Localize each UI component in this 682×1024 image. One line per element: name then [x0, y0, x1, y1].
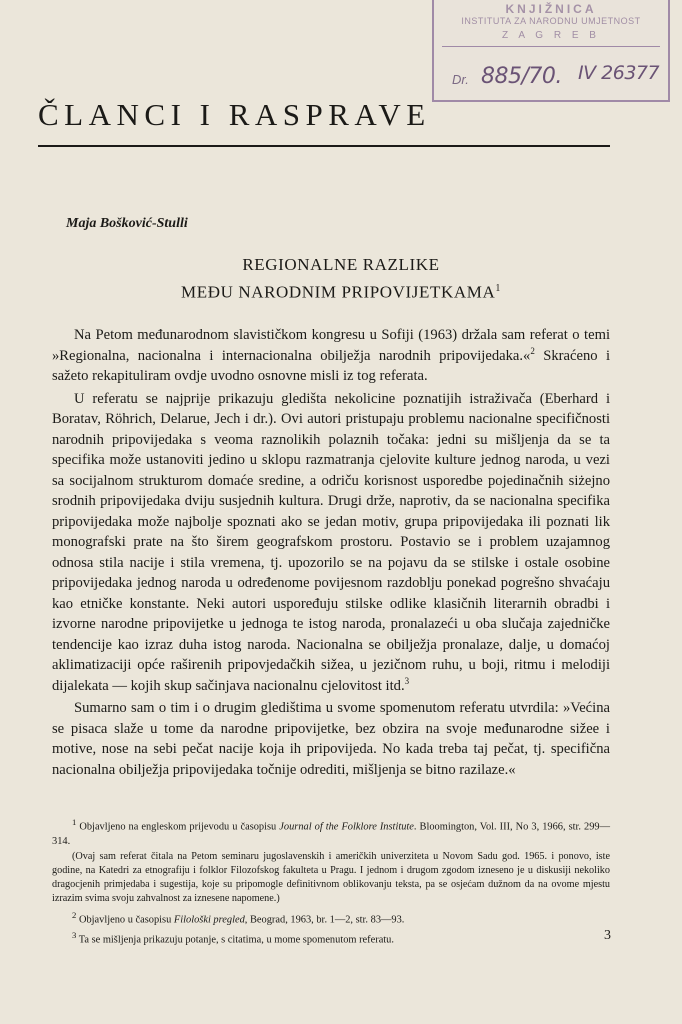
stamp-divider [442, 46, 660, 47]
handwritten-inventory-number: 885/70. [481, 64, 562, 89]
section-title: ČLANCI I RASPRAVE [38, 97, 431, 132]
article-body [52, 325, 610, 782]
stamp-city: Z A G R E B [502, 30, 600, 41]
footnote-2: $^2$ Objavljeno u časopisu Filološki pregled, Beograd, 1963, br. 1—2, str. 83—93. [72, 909, 405, 926]
footnote-3: $^3$ Ta se mišljenja prikazuju potanje, s citatima, u mome spomenutom referatu. [72, 930, 394, 946]
footnote-ref-2: 2 [530, 345, 535, 356]
article-title-line2: MEĐU NARODNIM PRIPOVIJETKAMA$^1$ [181, 282, 501, 302]
stamp-institute-name: INSTITUTA ZA NARODNU UMJETNOST [461, 16, 641, 26]
paragraph-2: U referatu se najprije prikazuju gledišta nekolicine poznatijih istraživača (Eberhard i Boratav, Röhrich, Delarue, Jech i dr.). Ovi autori pristupaju problemu nacionalne specifičnosti narodnih pripovijedaka s veoma raznolikih polaznih točaka: jedni su mišljenja da se ta specifika može ustanoviti jedino u sklopu razmatranja cjelovite kulture jednog naroda, u vezi sa socijalnom strukturom domaće sredine, a odriču korisnost usporedbe pojedinačnih siżejno srodnih pripovijedaka dviju susjednih kultura. Drugi drže, naprotiv, da se nacionalna specifika pripovijedaka može najbolje spoznati ako se jedan motiv, grupa pripovijedaka ili poznati lik monografski prate na što širem geografskom prostoru. Postavio se i problem uzajamnog odnosa stila nacije i stila vremena, tj. upozorilo se na pojavu da se stilske i ostale osobine pripovijedaka jednog naroda u određenome povijesnom razdoblju ponekad pogrešno shvaćaju kao etničke konstante. Neki autori uspoređuju stilske odlike klasičnih literarnih obradbi i izvorne narodne pripovijetke u jednoga te istog naroda, pronalazeći u oba slučaja zajedničke tendencije kao izraz duha istog naroda. Nacionalna se obilježja pronalaze, dalje, u domaćoj aklimatizaciji opće raširenih pripovjedačkih sižea, u jezičnom ruhu, u boji, ritmu i melodiji dijalekata — kojih skup sačinjava nacionalnu cjelovitost itd.$^3$ [52, 390, 610, 694]
title-rule [38, 145, 610, 147]
article-title [0, 253, 682, 305]
stamp-dr-label: Dr. [452, 72, 469, 87]
footnote-ref-3: 3 [404, 675, 410, 686]
page-number: 3 [604, 928, 611, 943]
article-title-line1: REGIONALNE RAZLIKE [242, 255, 440, 274]
author-name: Maja Bošković-Stulli [66, 216, 188, 231]
paragraph-3: Sumarno sam o tim i o drugim gledištima u svome spomenutom referatu utvrdila: »Većina se pisaca slaže u tome da narodne pripovijetke, bez obzira na svoje međunarodne sižee i motive, nose na sebi pečat nacije koja ih pripovijeda. No kada treba taj pečat, tj. specifična nacionalna obilježja pripovijedaka točnije odrediti, mišljenja se bitno razilaze.« [52, 700, 610, 778]
stamp-library-name: KNJIŽNICA [505, 2, 597, 16]
footnotes [52, 815, 610, 949]
footnote-1-remark: (Ovaj sam referat čitala na Petom seminaru jugoslavenskih i američkih univerziteta u Novom Sadu god. 1965. i ponovo, iste godine, na Katedri za etnografiju i folklor Filozofskog fakulteta u Pragu. I jednom i drugom zgodom izneseno je u diskusiji nekoliko dragocjenih primjedaba i sugestija, koje su pripomogle definitivnom oblikovanju teksta, pa se osjećam dužnom da na ovome mjestu izrazim svima svoju zahvalnost za iznesene napomene.) [52, 850, 610, 905]
title-footnote-mark: 1 [495, 283, 501, 294]
handwritten-signature-number: IV 26377 [578, 62, 660, 84]
footnote-1: $^1$ Objavljeno na engleskom prijevodu u časopisu Journal of the Folklore Institute. Bloomington, Vol. III, No 3, 1966, str. 299—314. [52, 817, 610, 847]
paragraph-1: Na Petom međunarodnom slavističkom kongresu u Sofiji (1963) držala sam referat o temi »Regionalna, nacionalna i internacionalna obilježja narodnih pripovijedaka.«$^2$ Skraćeno i sažeto rekapituliram ovdje uvodno osnovne misli iz tog referata. [52, 327, 611, 384]
